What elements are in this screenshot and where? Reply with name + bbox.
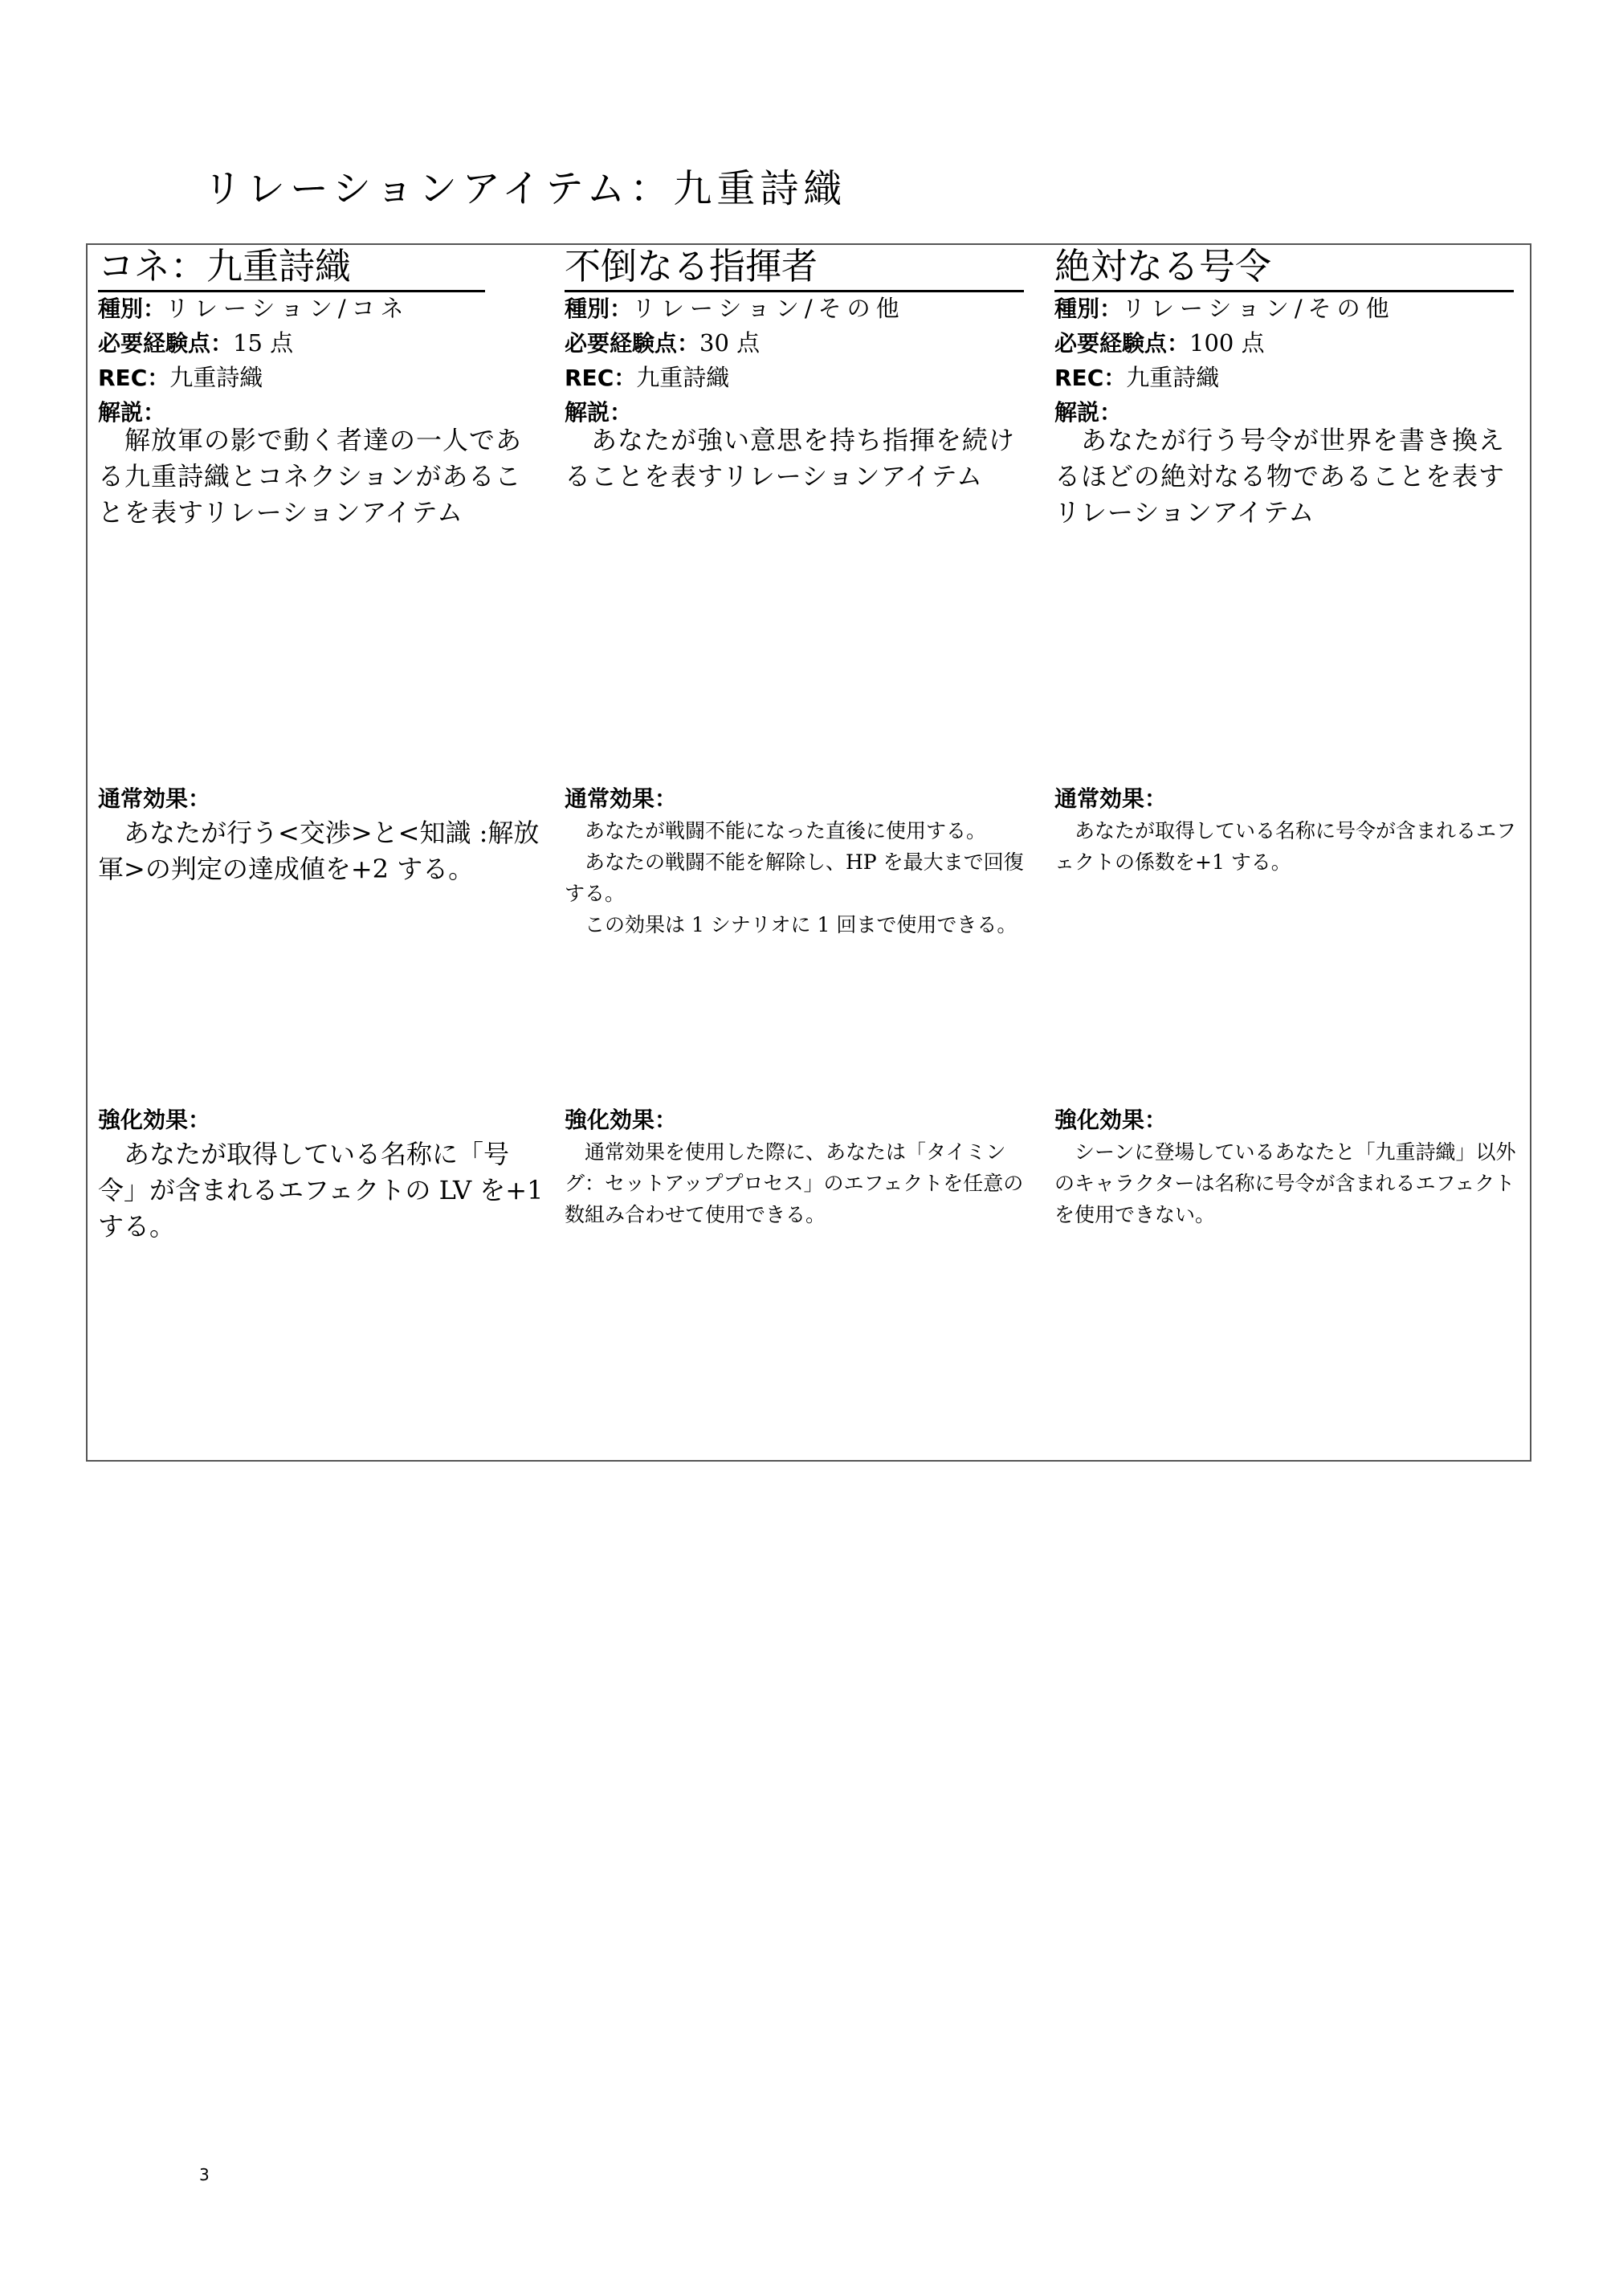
page-number: 3 [199,2165,210,2184]
rec-row [98,361,548,395]
effect-line: あなたが取得している名称に「号令」が含まれるエフェクトの LV を+1 する。 [98,1139,544,1242]
rec-row [565,361,1034,395]
normal-effect-text [1054,815,1520,878]
exp-label: 必要経験点： [565,330,700,357]
normal-effect-label: 通常効果： [565,785,678,812]
type-value: リレーション/その他 [632,295,905,322]
boost-effect-label: 強化効果： [565,1107,678,1133]
effect-line: シーンに登場しているあなたと「九重詩織」以外のキャラクターは名称に号令が含まれるエフェクトを使用できない。 [1054,1140,1516,1226]
boost-effect-label: 強化効果： [1054,1107,1168,1133]
type-row [1054,292,1520,326]
effect-line: この効果は 1 シナリオに 1 回まで使用できる。 [565,913,1017,936]
effect-line: あなたが戦闘不能になった直後に使用する。 [565,819,987,842]
rec-value: 九重詩織 [169,364,263,391]
boost-effect-text [98,1136,548,1245]
description-text: 解放軍の影で動く者達の一人である九重詩織とコネクションがあることを表すリレーションアイテム [98,425,523,528]
card-meta [1054,292,1520,430]
card-meta [565,292,1034,430]
exp-value: 30 点 [699,329,761,357]
exp-value: 15 点 [233,329,294,357]
boost-effect-text [1054,1136,1520,1230]
type-label: 種別： [1054,296,1123,322]
effect-line: 通常効果を使用した際に、あなたは「タイミング：セットアッププロセス」のエフェクトを任意の数組み合わせて使用できる。 [565,1140,1024,1226]
card-column-kone [98,243,548,1462]
normal-effect-label: 通常効果： [98,785,211,812]
description-text: あなたが強い意思を持ち指揮を続けることを表すリレーションアイテム [565,425,1016,491]
description-label: 解説： [98,399,166,426]
type-row [98,292,548,326]
normal-effect-text [98,815,548,887]
rec-value: 九重詩織 [1126,364,1220,391]
exp-row [565,326,1034,361]
type-label: 種別： [98,296,166,322]
effect-line: あなたが行う<交渉>と<知識 :解放軍>の判定の達成値を+2 する。 [98,818,540,884]
card-column-absolute-command [1054,243,1520,1462]
type-value: リレーション/その他 [1122,295,1395,322]
card-name: 不倒なる指揮者 [565,243,1024,292]
description-label: 解説： [565,399,633,426]
rec-row [1054,361,1520,395]
exp-row [1054,326,1520,361]
rec-value: 九重詩織 [636,364,730,391]
page-title: リレーションアイテム：九重詩織 [203,166,847,211]
exp-row [98,326,548,361]
boost-effect-text [565,1136,1034,1230]
card-column-undefeated-commander [565,243,1034,1462]
rec-label: REC： [1054,365,1127,391]
exp-value: 100 点 [1189,329,1265,357]
card-meta [98,292,548,430]
type-value: リレーション/コネ [165,295,410,322]
effect-line: あなたの戦闘不能を解除し、HP を最大まで回復する。 [565,850,1024,905]
type-row [565,292,1034,326]
effect-line: あなたが取得している名称に号令が含まれるエフェクトの係数を+1 する。 [1054,819,1517,874]
type-label: 種別： [565,296,633,322]
description-label: 解説： [1054,399,1123,426]
exp-label: 必要経験点： [98,330,234,357]
description-text: あなたが行う号令が世界を書き換えるほどの絶対なる物であることを表すリレーションアイテム [1054,425,1506,528]
rec-label: REC： [565,365,637,391]
rec-label: REC： [98,365,170,391]
normal-effect-text [565,815,1034,940]
exp-label: 必要経験点： [1054,330,1190,357]
card-name: 絶対なる号令 [1054,243,1514,292]
boost-effect-label: 強化効果： [98,1107,211,1133]
card-name: コネ：九重詩織 [98,243,485,292]
normal-effect-label: 通常効果： [1054,785,1168,812]
